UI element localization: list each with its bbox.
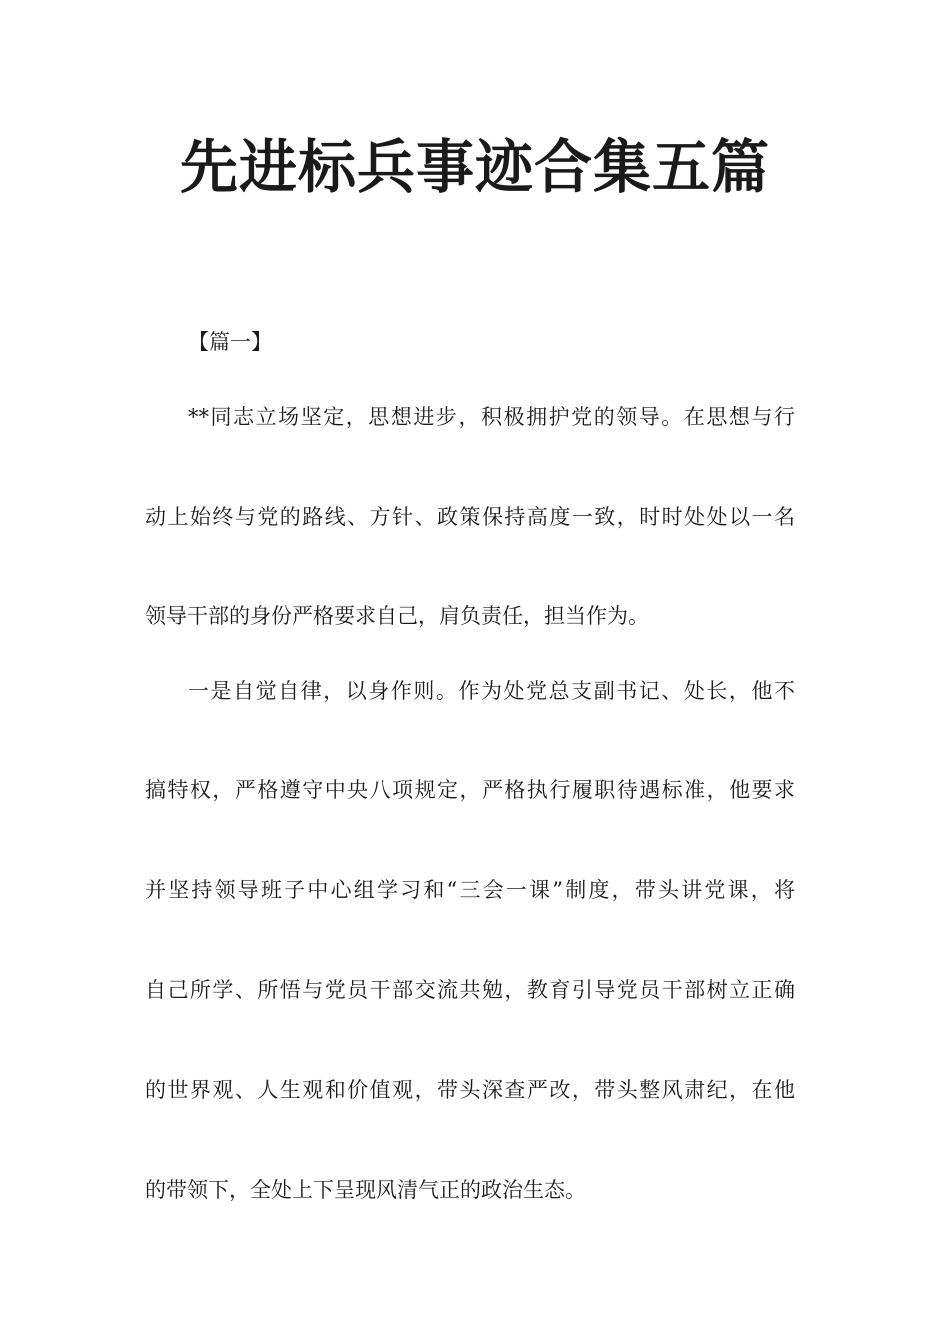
paragraph-line: 的世界观、人生观和价值观，带头深查严改，带头整风肃纪，在他	[145, 1078, 795, 1102]
paragraph-line: 领导干部的身份严格要求自己，肩负责任，担当作为。	[145, 604, 649, 628]
paragraph-line: 搞特权，严格遵守中央八项规定，严格执行履职待遇标准，他要求	[145, 778, 795, 802]
paragraph-line: **同志立场坚定，思想进步，积极拥护党的领导。在思想与行	[188, 405, 795, 429]
paragraph-line: 并坚持领导班子中心组学习和“三会一课”制度，带头讲党课，将	[145, 878, 795, 902]
document-title: 先进标兵事迹合集五篇	[179, 133, 770, 201]
paragraph-line: 一是自觉自律，以身作则。作为处党总支副书记、处长，他不	[188, 679, 795, 703]
paragraph-line: 动上始终与党的路线、方针、政策保持高度一致，时时处处以一名	[145, 505, 795, 529]
paragraph-line: 自己所学、所悟与党员干部交流共勉，教育引导党员干部树立正确	[145, 978, 795, 1002]
section-label: 【篇一】	[188, 330, 272, 354]
paragraph-line: 的带领下，全处上下呈现风清气正的政治生态。	[145, 1178, 586, 1202]
